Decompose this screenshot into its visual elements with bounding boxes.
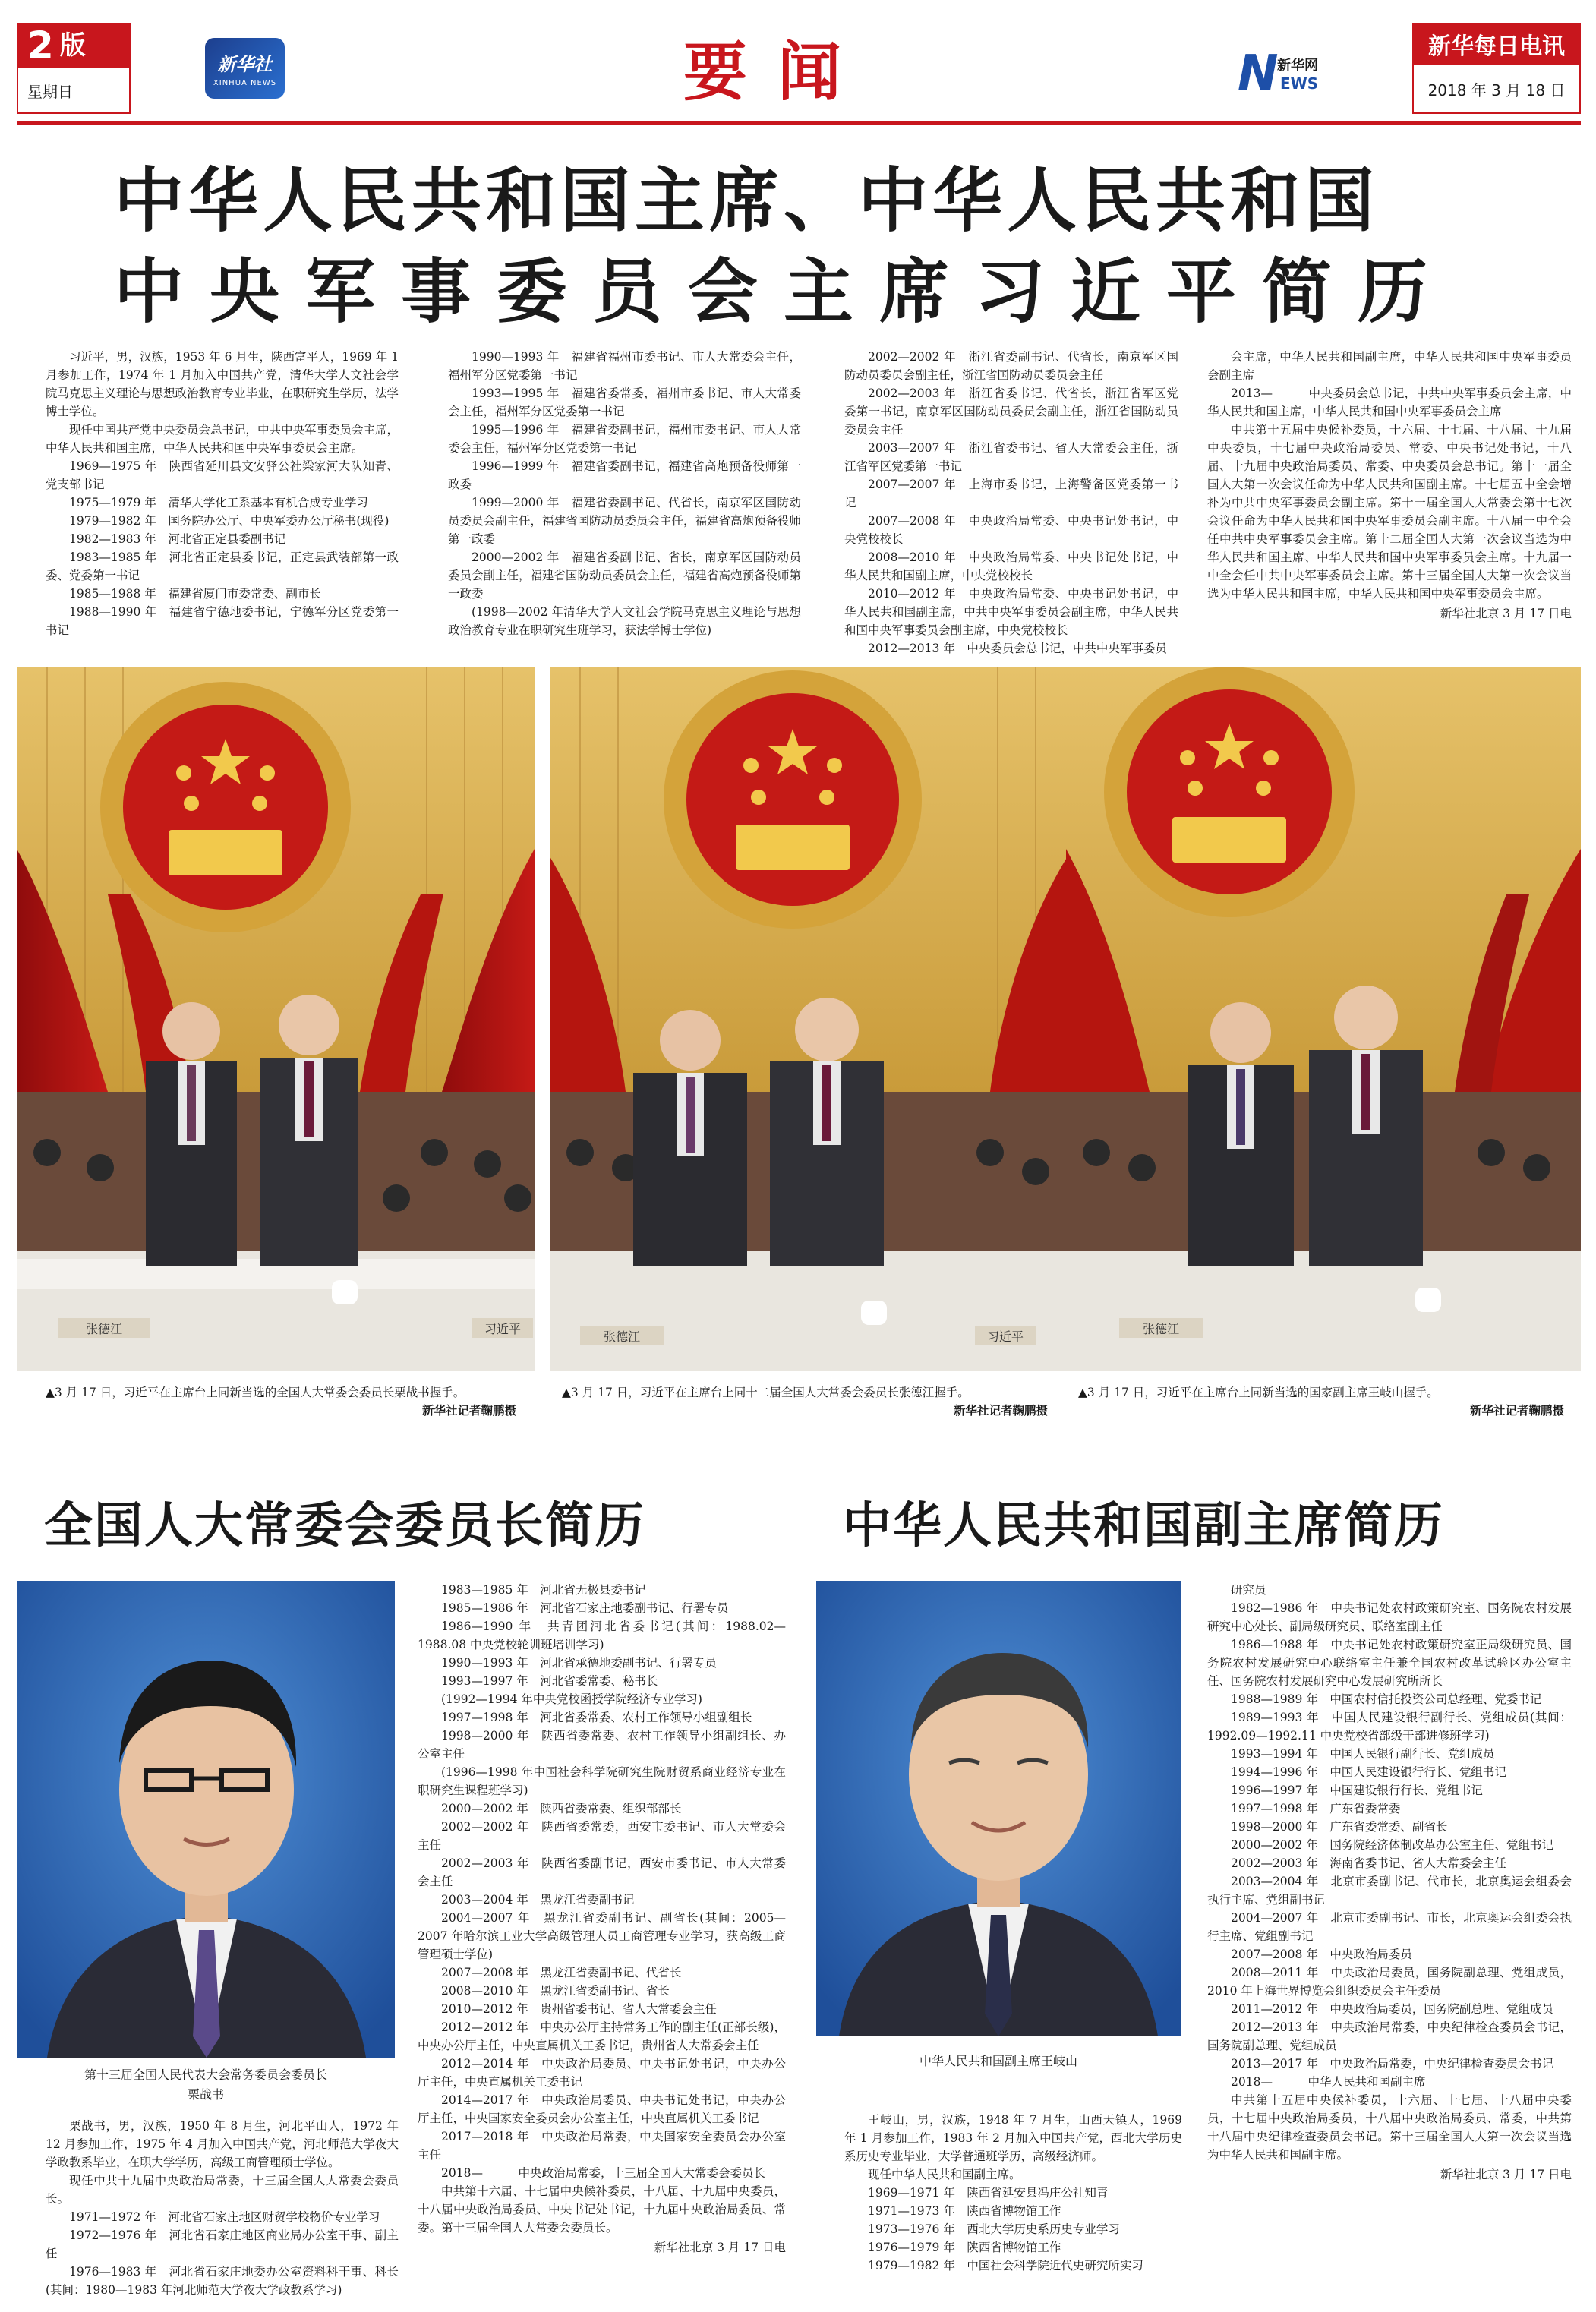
photo-image <box>550 667 1068 1371</box>
main-headline <box>114 156 1481 338</box>
bio-paragraph: 1999—2000 年 福建省委副书记、代省长，南京军区国防动员委员会副主任，福建省国防动员委员会主任，福建省高炮预备役师第一政委 <box>448 496 802 546</box>
bio-paragraph: 1996—1997 年 中国建设银行行长、党组书记 <box>1231 1784 1483 1797</box>
bio-paragraph: 2018— 中央政治局常委，十三届全国人大常委会委员长 <box>441 2166 765 2180</box>
npc-portrait-caption-title: 第十三届全国人民代表大会常务委员会委员长 <box>84 2068 327 2082</box>
bio-paragraph: (1992—1994 年中央党校函授学院经济专业学习) <box>441 1692 702 1706</box>
bio-paragraph: 1969—1975 年 陕西省延川县文安驿公社梁家河大队知青、党支部书记 <box>46 459 399 491</box>
bio-paragraph: 2004—2007 年 黑龙江省委副书记、副省长(其间：2005—2007 年哈尔滨工业大学高级管理人员工商管理专业学习，获高级工商管理硕士学位) <box>418 1911 786 1961</box>
photo-xi-wang-qishan <box>1066 667 1581 1371</box>
bio-paragraph: 王岐山，男，汉族，1948 年 7 月生，山西天镇人，1969 年 1 月参加工作，1983 年 2 月加入中国共产党，西北大学历史系历史专业毕业，大学普通班学历，高级经济师。 <box>844 2113 1182 2163</box>
bio-paragraph: 2003—2004 年 黑龙江省委副书记 <box>441 1893 635 1907</box>
bio-paragraph: 2002—2003 年 陕西省委副书记，西安市委书记、市人大常委会主任 <box>418 1856 786 1888</box>
masthead <box>0 0 1596 121</box>
bio-paragraph: 2018— 中华人民共和国副主席 <box>1231 2075 1426 2089</box>
xinhuanet-logo-letter: N <box>1238 46 1279 102</box>
bio-paragraph: 2003—2004 年 北京市委副书记、代市长，北京奥运会组委会执行主席、党组副书记 <box>1207 1875 1572 1907</box>
xi-bio-column-3 <box>844 348 1178 658</box>
bio-paragraph: 1986—1988 年 中央书记处农村政策研究室正局级研究员、国务院农村发展研究中心联络室主任兼全国农村改革试验区办公室主任、国务院农村发展研究中心发展研究所所长 <box>1207 1638 1572 1688</box>
nameplate-1: 张德江 <box>603 1329 641 1344</box>
photo-xi-zhang-dejiang <box>550 667 1068 1371</box>
bio-paragraph: 2000—2002 年 福建省委副书记、省长，南京军区国防动员委员会副主任，福建省国防动员委员会主任，福建省高炮预备役师第一政委 <box>448 550 802 601</box>
photo-caption-3 <box>1078 1383 1564 1420</box>
bio-paragraph: 会主席，中华人民共和国副主席，中华人民共和国中央军事委员会副主席 <box>1207 350 1572 382</box>
bio-paragraph: 2002—2002 年 陕西省委常委，西安市委书记、市人大常委会主任 <box>418 1820 786 1852</box>
bio-paragraph: 1998—2000 年 陕西省委常委、农村工作领导小组副组长、办公室主任 <box>418 1729 786 1761</box>
bio-paragraph: 1983—1985 年 河北省正定县委书记，正定县武装部第一政委、党委第一书记 <box>46 550 399 582</box>
section-title: 要闻 <box>683 34 872 109</box>
masthead-rule <box>17 121 1581 125</box>
npc-portrait-caption-name: 栗战书 <box>187 2087 224 2102</box>
photo-caption-3-text: ▲3 月 17 日，习近平在主席台上同新当选的国家副主席王岐山握手。 <box>1078 1386 1439 1399</box>
bio-paragraph: 1993—1994 年 中国人民银行副行长、党组成员 <box>1231 1747 1495 1761</box>
npc-bio-intro <box>46 2117 399 2299</box>
bio-paragraph: 2008—2011 年 中央政治局委员，国务院副总理、党组成员，2010 年上海世界博览会组织委员会主任委员 <box>1207 1966 1572 1998</box>
portrait-li-zhanshu <box>17 1581 395 2058</box>
bio-paragraph: (1996—1998 年中国社会科学院研究生院财贸系商业经济专业在职研究生课程班学习) <box>418 1765 786 1797</box>
bio-paragraph: 1997—1998 年 广东省委常委 <box>1231 1802 1401 1815</box>
vp-bio-intro <box>844 2111 1182 2275</box>
bio-paragraph: 1976—1983 年 河北省石家庄地委办公室资料科干事、科长(其间：1980—1983 年河北师范大学夜大学政教系学习) <box>46 2265 399 2297</box>
bio-paragraph: 1971—1972 年 河北省石家庄地区财贸学校物价专业学习 <box>69 2210 380 2224</box>
dateline: 新华社北京 3 月 17 日电 <box>1440 2168 1572 2181</box>
bio-paragraph: 2012—2013 年 中央委员会总书记，中共中央军事委员 <box>868 642 1167 655</box>
npc-bio-column-2 <box>418 1581 786 2257</box>
page-unit: 版 <box>59 30 86 61</box>
bio-paragraph: 2012—2013 年 中央政治局常委，中央纪律检查委员会书记，国务院副总理、党组成员 <box>1207 2020 1572 2052</box>
photo-image <box>1066 667 1581 1371</box>
bio-paragraph: 1979—1982 年 中国社会科学院近代史研究所实习 <box>868 2259 1143 2273</box>
vp-portrait-caption: 中华人民共和国副主席王岐山 <box>919 2054 1077 2068</box>
photo-credit-3: 新华社记者鞠鹏摄 <box>1469 1403 1564 1418</box>
photo-caption-2 <box>562 1383 1048 1420</box>
xinhua-logo <box>205 38 285 99</box>
bio-paragraph: 栗战书，男，汉族，1950 年 8 月生，河北平山人，1972 年 12 月参加工作，1975 年 4 月加入中国共产党，河北师范大学夜大学政教系毕业，在职大学学历，高级工商管理硕士学位。 <box>46 2119 399 2169</box>
bio-paragraph: 1975—1979 年 清华大学化工系基本有机合成专业学习 <box>69 496 368 509</box>
headline-line-1: 中华人民共和国主席、中华人民共和国 <box>114 160 1380 241</box>
bio-paragraph: 2007—2008 年 黑龙江省委副书记、代省长 <box>441 1966 682 1979</box>
dateline: 新华社北京 3 月 17 日电 <box>654 2241 786 2254</box>
bio-paragraph: 2007—2007 年 上海市委书记，上海警备区党委第一书记 <box>844 478 1178 509</box>
bio-paragraph: 1989—1993 年 中国人民建设银行副行长、党组成员(其间：1992.09—1992.11 中央党校省部级干部进修班学习) <box>1207 1711 1572 1743</box>
xi-bio-column-2 <box>448 348 801 639</box>
xi-bio-column-4 <box>1207 348 1572 623</box>
photo-xi-li-zhanshu <box>17 667 535 1371</box>
weekday: 星期日 <box>17 68 131 114</box>
bio-paragraph: 2013— 中央委员会总书记，中共中央军事委员会主席，中华人民共和国主席，中华人民共和国中央军事委员会主席 <box>1207 386 1572 418</box>
bio-paragraph: 2010—2012 年 贵州省委书记、省人大常委会主任 <box>441 2002 717 2016</box>
bio-paragraph: 习近平，男，汉族，1953 年 6 月生，陕西富平人，1969 年 1 月参加工作，1974 年 1 月加入中国共产党，清华大学人文社会学院马克思主义理论与思想政治教育专业毕业，在职研究生学历，法学博士学位。 <box>46 350 399 418</box>
photo-caption-1 <box>46 1383 516 1420</box>
portrait-image <box>17 1581 395 2058</box>
bio-paragraph: 1985—1986 年 河北省石家庄地委副书记、行署专员 <box>441 1601 729 1615</box>
npc-section-title: 全国人大常委会委员长简历 <box>44 1498 645 1554</box>
bio-paragraph: 2004—2007 年 北京市委副书记、市长，北京奥运会组委会执行主席、党组副书记 <box>1207 1911 1572 1943</box>
xinhua-logo-text: 新华社 <box>217 54 273 75</box>
bio-paragraph: 2013—2017 年 中央政治局常委，中央纪律检查委员会书记 <box>1231 2057 1553 2071</box>
bio-paragraph: 1979—1982 年 国务院办公厅、中央军委办公厅秘书(现役) <box>69 514 390 528</box>
portrait-image <box>816 1581 1181 2036</box>
bio-paragraph: 1997—1998 年 河北省委常委、农村工作领导小组副组长 <box>441 1711 752 1724</box>
bio-paragraph: 1973—1976 年 西北大学历史系历史专业学习 <box>868 2222 1120 2236</box>
bio-paragraph: 1982—1983 年 河北省正定县委副书记 <box>69 532 286 546</box>
bio-paragraph: 2000—2002 年 国务院经济体制改革办公室主任、党组书记 <box>1231 1838 1553 1852</box>
npc-portrait-caption <box>17 2065 395 2105</box>
bio-paragraph: 现任中共十九届中央政治局常委，十三届全国人大常委会委员长。 <box>46 2174 399 2206</box>
bio-paragraph: 1993—1995 年 福建省委常委，福州市委书记、市人大常委会主任，福州军分区党委第一书记 <box>448 386 801 418</box>
nameplate-1: 张德江 <box>85 1322 123 1336</box>
photo-image <box>17 667 535 1371</box>
nameplate-2: 习近平 <box>986 1329 1024 1344</box>
bio-paragraph: 2017—2018 年 中央政治局常委，中央国家安全委员会办公室主任 <box>418 2130 786 2162</box>
xi-bio-column-1 <box>46 348 399 639</box>
vp-section-title: 中华人民共和国副主席简历 <box>843 1498 1444 1554</box>
xinhuanet-logo <box>1238 46 1329 106</box>
bio-paragraph: 1969—1971 年 陕西省延安县冯庄公社知青 <box>868 2186 1109 2200</box>
page-number-badge <box>17 23 131 68</box>
bio-paragraph: 2012—2012 年 中央办公厅主持常务工作的副主任(正部长级)，中央办公厅主任，中央直属机关工委书记，贵州省人大常委会主任 <box>418 2020 786 2052</box>
bio-paragraph: 2002—2002 年 浙江省委副书记、代省长，南京军区国防动员委员会副主任，浙江省国防动员委员会主任 <box>844 350 1178 382</box>
photo-caption-2-text: ▲3 月 17 日，习近平在主席台上同十二届全国人大常委会委员长张德江握手。 <box>562 1386 970 1399</box>
bio-paragraph: 2000—2002 年 陕西省委常委、组织部部长 <box>441 1802 682 1815</box>
xinhuanet-logo-sub: EWS <box>1280 74 1319 93</box>
bio-paragraph: 1995—1996 年 福建省委副书记，福州市委书记、市人大常委会主任，福州军分区党委第一书记 <box>448 423 801 455</box>
photo-credit-2: 新华社记者鞠鹏摄 <box>953 1403 1048 1418</box>
photo-caption-1-text: ▲3 月 17 日，习近平在主席台上同新当选的全国人大常委会委员长栗战书握手。 <box>46 1386 465 1399</box>
bio-paragraph: 现任中国共产党中央委员会总书记，中共中央军事委员会主席，中华人民共和国主席，中华人民共和国中央军事委员会主席。 <box>46 423 399 455</box>
bio-paragraph: 中共第十五届中央候补委员，十六届、十七届、十八届中央委员，十七届中央政治局委员，十八届中央政治局委员、常委，中共第十八届中央纪律检查委员会书记。第十三届全国人大第一次会议当选为中华人民共和国副主席。 <box>1207 2093 1572 2162</box>
bio-paragraph: 1990—1993 年 福建省福州市委书记、市人大常委会主任，福州军分区党委第一书记 <box>448 350 801 382</box>
photo-credit-1: 新华社记者鞠鹏摄 <box>421 1403 516 1418</box>
portrait-wang-qishan <box>816 1581 1181 2036</box>
bio-paragraph: 1988—1989 年 中国农村信托投资公司总经理、党委书记 <box>1231 1692 1542 1706</box>
bio-paragraph: 现任中华人民共和国副主席。 <box>868 2168 1021 2181</box>
bio-paragraph: 2008—2010 年 黑龙江省委副书记、省长 <box>441 1984 670 1998</box>
bio-paragraph: 研究员 <box>1231 1583 1266 1597</box>
bio-paragraph: 1983—1985 年 河北省无极县委书记 <box>441 1583 646 1597</box>
bio-paragraph: 1971—1973 年 陕西省博物馆工作 <box>868 2204 1061 2218</box>
nameplate-2: 习近平 <box>484 1322 522 1336</box>
bio-paragraph: 1994—1996 年 中国人民建设银行行长、党组书记 <box>1231 1765 1506 1779</box>
bio-paragraph: 2007—2008 年 中央政治局常委、中央书记处书记，中央党校校长 <box>844 514 1178 546</box>
bio-paragraph: 2007—2008 年 中央政治局委员 <box>1231 1948 1412 1961</box>
bio-paragraph: 1972—1976 年 河北省石家庄地区商业局办公室干事、副主任 <box>46 2228 399 2260</box>
paper-date: 2018 年 3 月 18 日 <box>1412 65 1581 114</box>
bio-paragraph: 2014—2017 年 中央政治局委员、中央书记处书记，中央办公厅主任，中央国家安全委员会办公室主任，中央直属机关工委书记 <box>418 2093 786 2125</box>
bio-paragraph: 2002—2003 年 海南省委书记、省人大常委会主任 <box>1231 1856 1506 1870</box>
page-number: 2 <box>27 24 54 68</box>
bio-paragraph: 1996—1999 年 福建省委副书记，福建省高炮预备役师第一政委 <box>448 459 801 491</box>
bio-paragraph: 中共第十六届、十七届中央候补委员，十八届、十九届中央委员，十八届中央政治局委员、中央书记处书记，十九届中央政治局委员、常委。第十三届全国人大常委会委员长。 <box>418 2184 786 2235</box>
bio-paragraph: 1986—1990 年 共青团河北省委书记(其间：1988.02—1988.08 中央党校轮训班培训学习) <box>418 1620 786 1651</box>
bio-paragraph: 1990—1993 年 河北省承德地委副书记、行署专员 <box>441 1656 717 1670</box>
paper-name: 新华每日电讯 <box>1412 23 1581 65</box>
nameplate-1: 张德江 <box>1142 1322 1180 1336</box>
vp-bio-column-2 <box>1207 1581 1572 2184</box>
bio-paragraph: 1998—2000 年 广东省委常委、副省长 <box>1231 1820 1448 1834</box>
bio-paragraph: 中共第十五届中央候补委员，十六届、十七届、十八届、十九届中央委员，十七届中央政治局委员、常委、中央书记处书记，十八届、十九届中央政治局委员、常委、中央委员会总书记。第十一届全国人大第一次会议任命为中华人民共和国副主席。十七届五中全会增补为中共中央军事委员会副主席。第十一届全国人大常委会第十七次会议任命为中华人民共和国中央军事委员会副主席。十八届一中全会任中共中央军事委员会主席。第十二届全国人大第一次会议当选为中华人民共和国主席、中华人民共和国中央军事委员会主席。十九届一中全会任中共中央军事委员会主席。第十三届全国人大第一次会议当选为中华人民共和国主席，中华人民共和国中央军事委员会主席。 <box>1207 423 1572 601</box>
bio-paragraph: 2010—2012 年 中央政治局常委、中央书记处书记，中华人民共和国副主席，中共中央军事委员会副主席，中华人民共和国中央军事委员会副主席，中央党校校长 <box>844 587 1178 637</box>
xinhua-logo-sub: XINHUA NEWS <box>213 79 277 87</box>
bio-paragraph: 2003—2007 年 浙江省委书记、省人大常委会主任，浙江省军区党委第一书记 <box>844 441 1178 473</box>
xinhuanet-logo-cn: 新华网 <box>1277 58 1318 74</box>
bio-paragraph: 1976—1979 年 陕西省博物馆工作 <box>868 2241 1061 2254</box>
bio-paragraph: 2002—2003 年 浙江省委书记、代省长，浙江省军区党委第一书记，南京军区国防动员委员会副主任，浙江省国防动员委员会主任 <box>844 386 1178 437</box>
dateline: 新华社北京 3 月 17 日电 <box>1440 607 1572 620</box>
bio-paragraph: 2011—2012 年 中央政治局委员，国务院副总理、党组成员 <box>1231 2002 1553 2016</box>
bio-paragraph: 2008—2010 年 中央政治局常委、中央书记处书记，中华人民共和国副主席，中央党校校长 <box>844 550 1178 582</box>
bio-paragraph: 1985—1988 年 福建省厦门市委常委、副市长 <box>69 587 321 601</box>
bio-paragraph: 1993—1997 年 河北省委常委、秘书长 <box>441 1674 658 1688</box>
bio-paragraph: 1988—1990 年 福建省宁德地委书记，宁德军分区党委第一书记 <box>46 605 399 637</box>
bio-paragraph: (1998—2002 年清华大学人文社会学院马克思主义理论与思想政治教育专业在职研究生班学习，获法学博士学位) <box>448 605 801 637</box>
bio-paragraph: 1982—1986 年 中央书记处农村政策研究室、国务院农村发展研究中心处长、副局级研究员、联络室副主任 <box>1207 1601 1572 1633</box>
bio-paragraph: 2012—2014 年 中央政治局委员、中央书记处书记，中央办公厅主任，中央直属机关工委书记 <box>418 2057 786 2089</box>
headline-line-2: 中央军事委员会主席习近平简历 <box>114 251 1454 333</box>
